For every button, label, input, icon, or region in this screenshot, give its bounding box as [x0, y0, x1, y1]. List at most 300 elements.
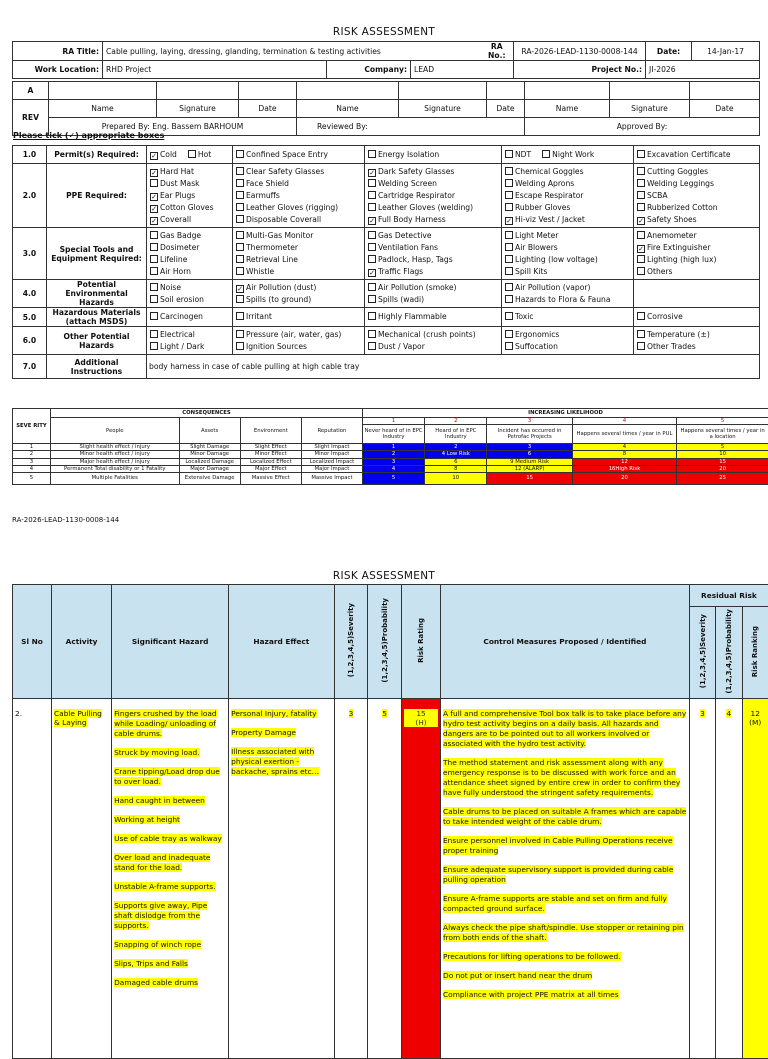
- option-air-pollution-smoke[interactable]: [367, 282, 499, 294]
- checkbox-icon[interactable]: [150, 255, 158, 263]
- matrix-cell: 20: [677, 465, 768, 472]
- checkbox-icon[interactable]: [505, 243, 513, 251]
- option-excavation-certificate[interactable]: [636, 149, 731, 161]
- doc-title-2: RISK ASSESSMENT: [0, 570, 768, 582]
- matrix-assets: Extensive Damage: [179, 473, 240, 485]
- option-temperature[interactable]: [636, 329, 757, 341]
- option-air-pollution-vapor[interactable]: [504, 282, 631, 294]
- option-escape-respirator[interactable]: [504, 190, 631, 202]
- checkbox-icon[interactable]: [505, 295, 513, 303]
- option-hot[interactable]: [187, 149, 211, 161]
- checkbox-icon[interactable]: [236, 342, 244, 350]
- option-spills-wadi[interactable]: [367, 294, 499, 306]
- matrix-sev: 4: [13, 465, 51, 472]
- checkbox-icon[interactable]: [637, 330, 645, 338]
- checkbox-icon[interactable]: [505, 342, 513, 350]
- option-label: Fire Extinguisher: [647, 243, 710, 252]
- checkbox-icon[interactable]: [236, 255, 244, 263]
- checklist-row: [13, 228, 760, 280]
- option-label: Lifeline: [160, 255, 187, 264]
- option-welding-screen[interactable]: [367, 178, 499, 190]
- option-column: [233, 327, 365, 355]
- column-header: [742, 607, 768, 699]
- checkbox-icon[interactable]: [637, 255, 645, 263]
- column-header: Hazard Effect: [229, 585, 334, 699]
- checkbox-icon[interactable]: [505, 167, 513, 175]
- matrix-cell: 8: [572, 451, 676, 458]
- matrix-env: Major Effect: [240, 465, 301, 472]
- checkbox-icon[interactable]: [236, 312, 244, 320]
- highlighted-text: Property Damage: [231, 728, 296, 737]
- column-header: Sl No: [13, 585, 52, 699]
- matrix-cell: 4 Low Risk: [425, 451, 487, 458]
- option-label: Irritant: [246, 312, 272, 321]
- matrix-rep: Major Impact: [301, 465, 362, 472]
- column-header: [368, 585, 402, 699]
- option-light-meter[interactable]: [504, 230, 631, 242]
- checkbox-icon[interactable]: [368, 283, 376, 291]
- effect-item: [231, 709, 331, 719]
- option-soil-erosion[interactable]: [149, 294, 230, 306]
- checkbox-icon[interactable]: [150, 283, 158, 291]
- option-label: Multi-Gas Monitor: [246, 231, 313, 240]
- matrix-people: Minor health effect / injury: [50, 451, 179, 458]
- hazard-item: [114, 959, 226, 969]
- matrix-env: Minor Effect: [240, 451, 301, 458]
- checkbox-icon[interactable]: [542, 150, 550, 158]
- option-ergonomics[interactable]: [504, 329, 631, 341]
- checkbox-icon[interactable]: [368, 295, 376, 303]
- matrix-cell: 15: [677, 458, 768, 465]
- checkbox-icon[interactable]: [505, 267, 513, 275]
- checkbox-icon[interactable]: [236, 167, 244, 175]
- likelihood-number: 3: [487, 418, 572, 425]
- matrix-cell: 6: [425, 458, 487, 465]
- option-full-body-harness[interactable]: [367, 214, 499, 226]
- option-ignition-sources[interactable]: [235, 341, 362, 353]
- option-label: Rubber Gloves: [515, 203, 570, 212]
- option-retrieval-line[interactable]: [235, 254, 362, 266]
- highlighted-text: Precautions for lifting operations to be followed.: [443, 952, 621, 961]
- option-padlock-hasp-tags[interactable]: [367, 254, 499, 266]
- option-mechanical-crush-points[interactable]: [367, 329, 499, 341]
- checkbox-icon[interactable]: [368, 255, 376, 263]
- checkbox-icon[interactable]: [637, 203, 645, 211]
- hazard-item: [114, 709, 226, 739]
- option-label: Others: [647, 267, 673, 276]
- option-hazards-to-flora-fauna[interactable]: [504, 294, 631, 306]
- option-thermometer[interactable]: [235, 242, 362, 254]
- checkbox-icon[interactable]: [236, 330, 244, 338]
- option-label: Padlock, Hasp, Tags: [378, 255, 453, 264]
- option-label: Cotton Gloves: [160, 203, 214, 212]
- checkbox-icon[interactable]: [368, 191, 376, 199]
- checkbox-icon[interactable]: [150, 231, 158, 239]
- option-coverall[interactable]: [149, 214, 230, 226]
- likelihood-label: INCREASING LIKELIHOOD: [363, 409, 768, 418]
- option-cotton-gloves[interactable]: [149, 202, 230, 214]
- checkbox-icon[interactable]: [236, 243, 244, 251]
- prepared-date-header: Date: [239, 100, 297, 118]
- checkbox-icon[interactable]: [150, 312, 158, 320]
- section-label: Special Tools and Equipment Required:: [47, 228, 147, 280]
- approved-name-header: Name: [525, 100, 610, 118]
- likelihood-number: 1: [363, 418, 425, 425]
- likelihood-header: Never heard of in EPC Industry: [363, 425, 425, 444]
- approved-date-header: Date: [690, 100, 760, 118]
- option-air-blowers[interactable]: [504, 242, 631, 254]
- option-label: Earmuffs: [246, 191, 280, 200]
- option-lifeline[interactable]: [149, 254, 230, 266]
- checkbox-icon[interactable]: [368, 203, 376, 211]
- option-corrosive[interactable]: [636, 311, 757, 323]
- option-label: Suffocation: [515, 342, 558, 351]
- option-fire-extinguisher[interactable]: [636, 242, 757, 254]
- highlighted-text: Always check the pipe shaft/spindle. Use stopper or retaining pin from both ends of the shaft.: [443, 923, 684, 942]
- matrix-cell: 4: [363, 465, 425, 472]
- matrix-assets: Slight Damage: [179, 444, 240, 451]
- checkbox-icon[interactable]: [188, 150, 196, 158]
- checkbox-icon[interactable]: [637, 179, 645, 187]
- section-number: 6.0: [13, 327, 47, 355]
- option-column: [634, 308, 760, 327]
- matrix-cell: 5: [363, 473, 425, 485]
- matrix-cell: 16High Risk: [572, 465, 676, 472]
- option-dosimeter[interactable]: [149, 242, 230, 254]
- option-air-pollution-dust[interactable]: [235, 282, 362, 294]
- option-ear-plugs[interactable]: [149, 190, 230, 202]
- option-lighting-low-voltage[interactable]: [504, 254, 631, 266]
- option-carcinogen[interactable]: [149, 311, 230, 323]
- ra-title: Cable pulling, laying, dressing, glanding, termination & testing activities: [103, 42, 481, 61]
- option-electrical[interactable]: [149, 329, 230, 341]
- option-clear-safety-glasses[interactable]: [235, 166, 362, 178]
- option-other-trades[interactable]: [636, 341, 757, 353]
- checked-box-icon[interactable]: ✓: [637, 245, 645, 253]
- option-chemical-goggles[interactable]: [504, 166, 631, 178]
- matrix-people: Slight health effect / injury: [50, 444, 179, 451]
- prepared-by: Prepared By: Eng. Bassem BARHOUM: [49, 118, 297, 136]
- additional-instructions: body harness in case of cable pulling at high cable tray: [147, 355, 760, 379]
- checkbox-icon[interactable]: [150, 295, 158, 303]
- option-welding-leggings[interactable]: [636, 178, 757, 190]
- option-scba[interactable]: [636, 190, 757, 202]
- option-column: [233, 228, 365, 280]
- option-gas-badge[interactable]: [149, 230, 230, 242]
- checked-box-icon[interactable]: ✓: [150, 169, 158, 177]
- checkbox-icon[interactable]: [368, 330, 376, 338]
- option-label: Welding Screen: [378, 179, 437, 188]
- checked-box-icon[interactable]: ✓: [150, 193, 158, 201]
- option-spill-kits[interactable]: [504, 266, 631, 278]
- control-item: [443, 990, 687, 1000]
- section-label: Potential Environmental Hazards: [47, 280, 147, 308]
- checkbox-icon[interactable]: [505, 150, 513, 158]
- likelihood-header: Happens several times / year in PUL: [572, 425, 676, 444]
- matrix-env: Slight Effect: [240, 444, 301, 451]
- option-column: [365, 228, 502, 280]
- option-rubber-gloves[interactable]: [504, 202, 631, 214]
- checkbox-icon[interactable]: [637, 342, 645, 350]
- checkbox-icon[interactable]: [236, 203, 244, 211]
- option-label: Retrieval Line: [246, 255, 298, 264]
- checkbox-icon[interactable]: [150, 330, 158, 338]
- highlighted-text: Damaged cable drums: [114, 978, 198, 987]
- hazard-item: [114, 834, 226, 844]
- checkbox-icon[interactable]: [368, 179, 376, 187]
- ra-title-label: RA Title:: [13, 42, 103, 61]
- option-light-dark[interactable]: [149, 341, 230, 353]
- residual-probability: [716, 698, 742, 1058]
- option-lighting-high-lux[interactable]: [636, 254, 757, 266]
- matrix-cell: 20: [572, 473, 676, 485]
- option-dust-vapor[interactable]: [367, 341, 499, 353]
- option-label: Excavation Certificate: [647, 150, 731, 159]
- control-item: [443, 865, 687, 885]
- section-label: Additional Instructions: [47, 355, 147, 379]
- option-leather-gloves-rigging[interactable]: [235, 202, 362, 214]
- checkbox-icon[interactable]: [236, 179, 244, 187]
- option-label: SCBA: [647, 191, 668, 200]
- checkbox-icon[interactable]: [505, 203, 513, 211]
- hazard: [112, 698, 229, 1058]
- option-spills-to-ground[interactable]: [235, 294, 362, 306]
- option-ndt[interactable]: [504, 149, 531, 161]
- checkbox-icon[interactable]: [368, 342, 376, 350]
- reviewed-signature-header: Signature: [399, 100, 487, 118]
- option-label: Full Body Harness: [378, 215, 446, 224]
- option-cartridge-respirator[interactable]: [367, 190, 499, 202]
- checkbox-icon[interactable]: [236, 267, 244, 275]
- option-hard-hat[interactable]: [149, 166, 230, 178]
- severity-value: [334, 698, 368, 1058]
- reviewed-date-header: Date: [487, 100, 525, 118]
- option-label: Spills (to ground): [246, 295, 311, 304]
- severity-text: 3: [349, 709, 354, 718]
- option-cold[interactable]: [149, 149, 177, 161]
- residual-ranking-value: 12: [745, 709, 766, 718]
- option-column: [233, 164, 365, 228]
- option-label: Dust Mask: [160, 179, 200, 188]
- option-rubberized-cotton[interactable]: [636, 202, 757, 214]
- option-face-shield[interactable]: [235, 178, 362, 190]
- option-whistle[interactable]: [235, 266, 362, 278]
- checkbox-icon[interactable]: [236, 191, 244, 199]
- risk-assessment-table: [12, 584, 768, 1059]
- option-label: Spill Kits: [515, 267, 547, 276]
- option-label: Spills (wadi): [378, 295, 424, 304]
- residual-ranking-level: (M): [745, 718, 766, 727]
- checkbox-icon[interactable]: [505, 231, 513, 239]
- checklist-table: [12, 145, 760, 379]
- checkbox-icon[interactable]: [637, 267, 645, 275]
- matrix-rep: Massive Impact: [301, 473, 362, 485]
- checkbox-icon[interactable]: [505, 191, 513, 199]
- checkbox-icon[interactable]: [236, 231, 244, 239]
- column-header: [402, 585, 441, 699]
- prepared-name-header: Name: [49, 100, 157, 118]
- option-cutting-goggles[interactable]: [636, 166, 757, 178]
- option-label: Other Trades: [647, 342, 696, 351]
- option-label: Ignition Sources: [246, 342, 307, 351]
- checkbox-icon[interactable]: [368, 312, 376, 320]
- section-number: 3.0: [13, 228, 47, 280]
- option-toxic[interactable]: [504, 311, 631, 323]
- option-label: Highly Flammable: [378, 312, 447, 321]
- option-dust-mask[interactable]: [149, 178, 230, 190]
- column-header: [689, 607, 715, 699]
- likelihood-header: Heard of in EPC Industry: [425, 425, 487, 444]
- option-label: Rubberized Cotton: [647, 203, 718, 212]
- company-label: Company:: [327, 61, 411, 79]
- checkbox-icon[interactable]: [236, 215, 244, 223]
- matrix-cell: 12: [572, 458, 676, 465]
- checkbox-icon[interactable]: [150, 267, 158, 275]
- option-safety-shoes[interactable]: [636, 214, 757, 226]
- matrix-assets: Localized Damage: [179, 458, 240, 465]
- option-suffocation[interactable]: [504, 341, 631, 353]
- option-earmuffs[interactable]: [235, 190, 362, 202]
- option-label: NDT: [515, 150, 531, 159]
- option-anemometer[interactable]: [636, 230, 757, 242]
- matrix-env: Massive Effect: [240, 473, 301, 485]
- rev-label: REV: [13, 100, 49, 136]
- checkbox-icon[interactable]: [368, 150, 376, 158]
- residual-severity: [689, 698, 715, 1058]
- consequence-header: Environment: [240, 418, 301, 444]
- project-no: JI-2026: [646, 61, 760, 79]
- checked-box-icon[interactable]: ✓: [150, 152, 158, 160]
- hazard-item: [114, 882, 226, 892]
- option-label: Anemometer: [647, 231, 697, 240]
- checkbox-icon[interactable]: [150, 179, 158, 187]
- option-welding-aprons[interactable]: [504, 178, 631, 190]
- hazard-item: [114, 978, 226, 988]
- checked-box-icon[interactable]: ✓: [368, 217, 376, 225]
- option-pressure-air-water-gas[interactable]: [235, 329, 362, 341]
- option-irritant[interactable]: [235, 311, 362, 323]
- section-label: PPE Required:: [47, 164, 147, 228]
- highlighted-text: Fingers crushed by the load while Loading/ unloading of cable drums.: [114, 709, 217, 738]
- checkbox-icon[interactable]: [150, 243, 158, 251]
- checkbox-icon[interactable]: [637, 312, 645, 320]
- checkbox-icon[interactable]: [505, 312, 513, 320]
- checkbox-icon[interactable]: [236, 295, 244, 303]
- option-energy-isolation[interactable]: [367, 149, 439, 161]
- checkbox-icon[interactable]: [505, 283, 513, 291]
- option-confined-space-entry[interactable]: [235, 149, 328, 161]
- option-column: [634, 164, 760, 228]
- severity-label: SEVE RITY: [13, 409, 51, 444]
- option-label: Air Pollution (smoke): [378, 283, 457, 292]
- matrix-cell: 12 (ALARP): [487, 465, 572, 472]
- option-traffic-flags[interactable]: [367, 266, 499, 278]
- option-dark-safety-glasses[interactable]: [367, 166, 499, 178]
- checked-box-icon[interactable]: ✓: [236, 285, 244, 293]
- highlighted-text: A full and comprehensive Tool box talk is to take place before any hydro test activity begins on a daily basis. All hazards and dangers are to be pointed out to all workers involved or associated with the hydro test activity.: [443, 709, 686, 748]
- work-location-label: Work Location:: [13, 61, 103, 79]
- likelihood-header: Happens several times / year in a location: [677, 425, 768, 444]
- option-column: [502, 280, 634, 308]
- checked-box-icon[interactable]: ✓: [150, 217, 158, 225]
- highlighted-text: Ensure adequate supervisory support is provided during cable pulling operation: [443, 865, 673, 884]
- matrix-assets: Major Damage: [179, 465, 240, 472]
- hazard-item: [114, 796, 226, 806]
- risk-rating-level: (H): [404, 718, 438, 727]
- option-hi-viz-vest-jacket[interactable]: [504, 214, 631, 226]
- checklist-row: [13, 327, 760, 355]
- matrix-cell: 2: [425, 444, 487, 451]
- ra-no: RA-2026-LEAD-1130-0008-144: [514, 42, 646, 61]
- checkbox-icon[interactable]: [637, 150, 645, 158]
- option-column: [634, 280, 760, 308]
- highlighted-text: Snapping of winch rope: [114, 940, 201, 949]
- residual-severity-text: 3: [700, 709, 705, 718]
- option-leather-gloves-welding[interactable]: [367, 202, 499, 214]
- checked-box-icon[interactable]: ✓: [637, 217, 645, 225]
- option-ventilation-fans[interactable]: [367, 242, 499, 254]
- checklist-row: [13, 146, 760, 164]
- reviewed-by: Reviewed By:: [297, 118, 525, 136]
- option-label: Mechanical (crush points): [378, 330, 476, 339]
- checkbox-icon[interactable]: [150, 342, 158, 350]
- section-number: 1.0: [13, 146, 47, 164]
- doc-title: RISK ASSESSMENT: [0, 26, 768, 38]
- option-label: Gas Detective: [378, 231, 432, 240]
- matrix-sev: 2: [13, 451, 51, 458]
- checkbox-icon[interactable]: [368, 243, 376, 251]
- option-label: Ear Plugs: [160, 191, 195, 200]
- option-air-horn[interactable]: [149, 266, 230, 278]
- option-column: [147, 228, 233, 280]
- option-others[interactable]: [636, 266, 757, 278]
- checkbox-icon[interactable]: [505, 255, 513, 263]
- option-label: Energy Isolation: [378, 150, 439, 159]
- option-gas-detective[interactable]: [367, 230, 499, 242]
- option-column: [147, 280, 233, 308]
- option-disposable-coverall[interactable]: [235, 214, 362, 226]
- effect-item: [231, 747, 331, 777]
- option-noise[interactable]: [149, 282, 230, 294]
- checked-box-icon[interactable]: ✓: [368, 269, 376, 277]
- option-label: Cartridge Respirator: [378, 191, 455, 200]
- option-label: Confined Space Entry: [246, 150, 328, 159]
- checkbox-icon[interactable]: [637, 167, 645, 175]
- likelihood-header: Incident has occurred in Petrofac Projects: [487, 425, 572, 444]
- matrix-cell: 6: [487, 451, 572, 458]
- option-night-work[interactable]: [541, 149, 594, 161]
- checkbox-icon[interactable]: [505, 330, 513, 338]
- checkbox-icon[interactable]: [505, 179, 513, 187]
- header-label: Risk Rating: [417, 618, 425, 663]
- option-label: Dust / Vapor: [378, 342, 425, 351]
- option-multi-gas-monitor[interactable]: [235, 230, 362, 242]
- checked-box-icon[interactable]: ✓: [368, 169, 376, 177]
- option-highly-flammable[interactable]: [367, 311, 499, 323]
- checked-box-icon[interactable]: ✓: [505, 217, 513, 225]
- matrix-cell: 9 Medium Risk: [487, 458, 572, 465]
- matrix-cell: 3: [363, 458, 425, 465]
- checkbox-icon[interactable]: [637, 191, 645, 199]
- checked-box-icon[interactable]: ✓: [150, 205, 158, 213]
- checkbox-icon[interactable]: [236, 150, 244, 158]
- checkbox-icon[interactable]: [368, 231, 376, 239]
- header-label: (1,2,3,4,5)Probability: [381, 598, 389, 683]
- checkbox-icon[interactable]: [637, 231, 645, 239]
- matrix-cell: 1: [363, 444, 425, 451]
- option-label: Hot: [198, 150, 211, 159]
- revision-table: [12, 81, 760, 136]
